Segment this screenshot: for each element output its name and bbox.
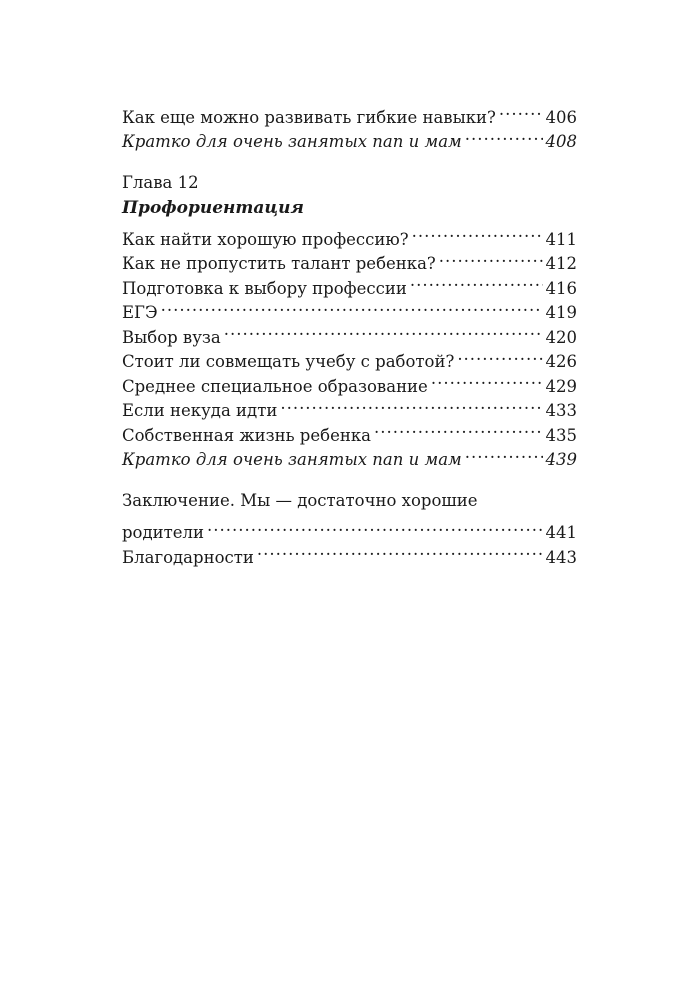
toc-entry-page: 429 bbox=[545, 376, 577, 396]
toc-entry-page: 433 bbox=[545, 401, 577, 420]
table-of-contents bbox=[122, 98, 577, 567]
toc-entry-page: 411 bbox=[545, 229, 577, 249]
toc-entry-conclusion[interactable] bbox=[122, 514, 577, 542]
chapter-label: Глава 12 bbox=[122, 173, 199, 192]
toc-entry[interactable] bbox=[122, 220, 577, 249]
toc-entry-title: Стоит ли совмещать учебу с работой? bbox=[122, 352, 455, 371]
toc-entry-title: Кратко для очень занятых пап и мам bbox=[122, 132, 462, 151]
toc-entry-title: Если некуда идти bbox=[122, 401, 278, 420]
toc-entry-soft-skills[interactable] bbox=[122, 98, 577, 127]
toc-leader-dots bbox=[412, 220, 543, 245]
toc-entry-page: 412 bbox=[545, 254, 577, 273]
toc-entry-page: 406 bbox=[545, 107, 577, 127]
toc-entry[interactable] bbox=[122, 318, 577, 347]
toc-leader-dots bbox=[499, 98, 543, 123]
toc-leader-dots bbox=[280, 392, 542, 417]
toc-entry-page: 435 bbox=[545, 425, 577, 445]
toc-entry-page: 426 bbox=[545, 352, 577, 371]
toc-entry-title: Как найти хорошую профессию? bbox=[122, 229, 409, 249]
toc-entry-page: 441 bbox=[545, 523, 577, 542]
toc-leader-dots bbox=[431, 367, 543, 392]
toc-leader-dots bbox=[207, 514, 542, 539]
toc-entry-title: Собственная жизнь ребенка bbox=[122, 425, 371, 445]
toc-leader-dots bbox=[465, 441, 543, 466]
toc-leader-dots bbox=[257, 538, 543, 563]
toc-entry-page: 419 bbox=[545, 303, 577, 322]
toc-entry-title: Кратко для очень занятых пап и мам bbox=[122, 450, 462, 469]
toc-entry-page: 420 bbox=[545, 327, 577, 347]
toc-entry[interactable] bbox=[122, 294, 577, 322]
toc-entry-title: Выбор вуза bbox=[122, 327, 221, 347]
toc-leader-dots bbox=[374, 416, 543, 441]
toc-leader-dots bbox=[161, 294, 543, 319]
toc-entry-page: 416 bbox=[545, 278, 577, 298]
toc-entry-conclusion-line1[interactable]: Заключение. Мы — достаточно хорошие bbox=[122, 491, 478, 510]
toc-entry-title: Как не пропустить талант ребенка? bbox=[122, 254, 436, 273]
toc-leader-dots bbox=[465, 123, 543, 148]
toc-leader-dots bbox=[457, 343, 542, 368]
toc-entry-page: 408 bbox=[545, 132, 577, 151]
toc-entry-title: родители bbox=[122, 523, 205, 542]
toc-entry-title: ЕГЭ bbox=[122, 303, 158, 322]
toc-entry-page: 443 bbox=[545, 547, 577, 567]
chapter-title[interactable]: Профориентация bbox=[122, 197, 304, 218]
toc-entry-title: Среднее специальное образование bbox=[122, 376, 428, 396]
toc-entry-title: Благодарности bbox=[122, 547, 254, 567]
toc-entry-title: Подготовка к выбору профессии bbox=[122, 278, 407, 298]
toc-leader-dots bbox=[439, 245, 543, 270]
toc-entry-page: 439 bbox=[545, 450, 577, 469]
toc-leader-dots bbox=[224, 318, 543, 343]
toc-entry-title: Как еще можно развивать гибкие навыки? bbox=[122, 107, 496, 127]
toc-leader-dots bbox=[410, 269, 543, 294]
